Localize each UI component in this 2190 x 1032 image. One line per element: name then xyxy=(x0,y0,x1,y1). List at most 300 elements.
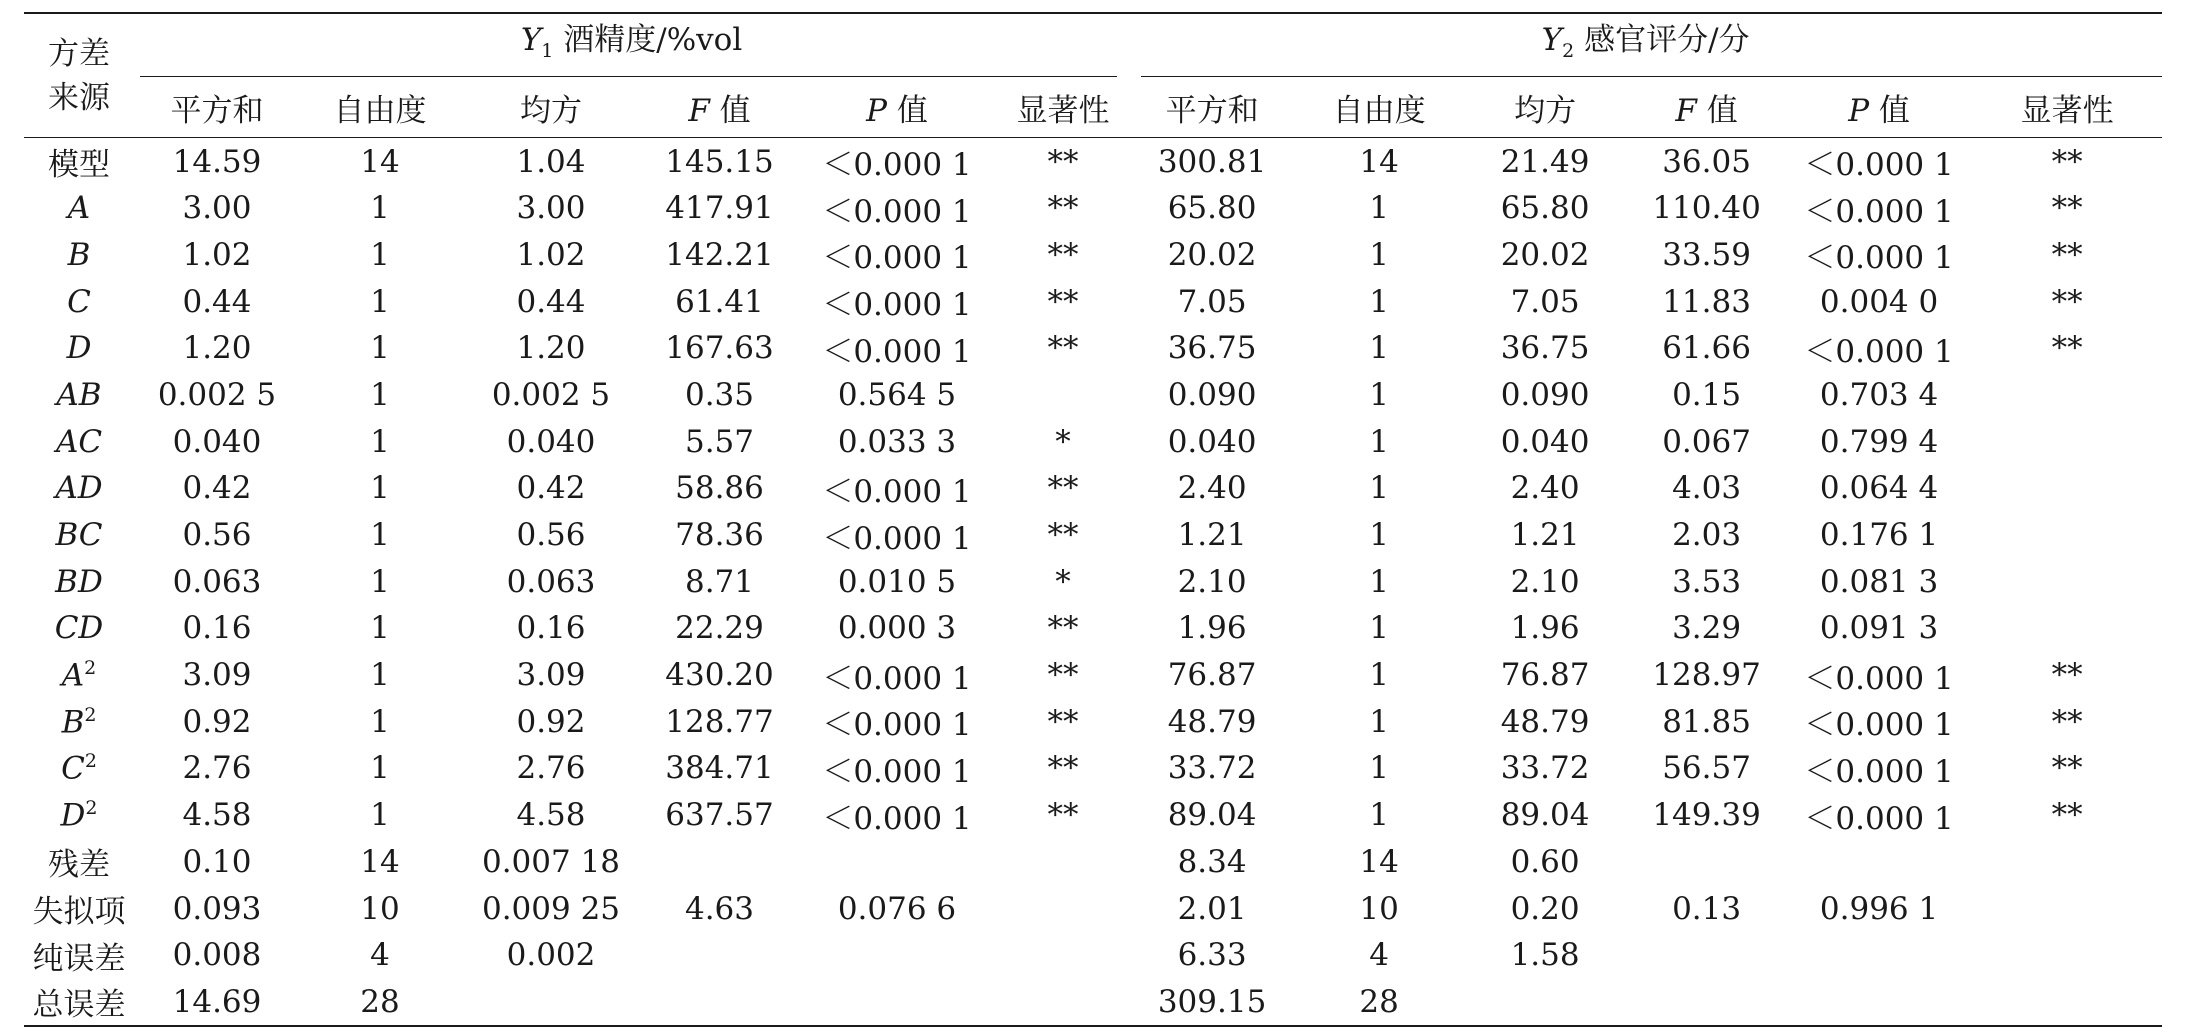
cell-y2-f xyxy=(1627,839,1786,886)
cell-y1-sig: ** xyxy=(1047,330,1079,367)
cell-y2-ms: 0.60 xyxy=(1510,843,1580,880)
cell-y1-f: 58.86 xyxy=(675,470,764,507)
column-header-label: 值 xyxy=(1869,92,1910,129)
cell-y2-sig xyxy=(1972,418,2162,465)
cell-y2-f: 11.83 xyxy=(1662,283,1751,320)
cell-y2-f: 110.40 xyxy=(1652,190,1761,227)
header-row-columns xyxy=(24,77,2162,138)
cell-y1-f: 417.91 xyxy=(665,190,774,227)
cell-y2-f: 128.97 xyxy=(1652,657,1761,694)
cell-y1-sig: * xyxy=(1055,423,1071,460)
cell-y2-sig xyxy=(1972,558,2162,605)
table-row xyxy=(24,138,2162,185)
cell-y1-ss: 4.58 xyxy=(182,797,252,834)
group-y2-label: 感官评分/分 xyxy=(1574,22,1750,58)
cell-y1-p: ＜0.000 1 xyxy=(822,193,972,230)
cell-y1-ms: 4.58 xyxy=(516,797,586,834)
cell-y2-ss: 36.75 xyxy=(1167,330,1257,367)
cell-y2-f: 36.05 xyxy=(1662,143,1751,180)
cell-y2-ms: 0.20 xyxy=(1510,890,1580,927)
source-cell xyxy=(24,652,134,699)
cell-y1-df: 1 xyxy=(370,657,390,694)
cell-y2-sig: ** xyxy=(2051,236,2083,273)
table-row xyxy=(24,698,2162,745)
cell-y2-f: 3.53 xyxy=(1672,563,1742,600)
group-y1-var: Y xyxy=(520,22,542,58)
cell-y1-p: ＜0.000 1 xyxy=(822,800,972,837)
cell-y2-p xyxy=(1786,839,1972,886)
column-header-label: 平方和 xyxy=(170,92,264,129)
table-row xyxy=(24,278,2162,325)
cell-y1-df: 1 xyxy=(370,517,390,554)
table-body xyxy=(24,138,2162,1027)
cell-y2-sig xyxy=(1972,839,2162,886)
column-header-label: 平方和 xyxy=(1165,92,1259,129)
cell-y1-df: 1 xyxy=(370,470,390,507)
cell-y1-df: 4 xyxy=(370,937,390,974)
source-label: 总误差 xyxy=(32,987,126,1024)
anova-table xyxy=(24,12,2162,1027)
cell-y2-f: 56.57 xyxy=(1662,750,1751,787)
column-header-y1-ms xyxy=(460,77,642,138)
cell-y1-ss: 3.09 xyxy=(182,657,252,694)
cell-y2-ms: 89.04 xyxy=(1500,797,1590,834)
cell-y1-ss: 0.10 xyxy=(182,843,252,880)
column-header-y2-sig xyxy=(1972,77,2162,138)
table-row xyxy=(24,325,2162,372)
cell-y1-ss: 0.040 xyxy=(172,423,262,460)
cell-y1-f: 8.71 xyxy=(684,563,755,600)
source-label: D xyxy=(60,797,86,834)
column-header-y1-sig xyxy=(997,77,1129,138)
cell-y2-p xyxy=(1786,979,1972,1027)
source-label: 模型 xyxy=(48,147,110,184)
column-header-label: 值 xyxy=(709,92,751,129)
cell-y2-df: 1 xyxy=(1369,657,1389,694)
source-exponent: 2 xyxy=(84,656,97,679)
cell-y2-ms: 2.10 xyxy=(1510,563,1580,600)
cell-y1-ms: 0.002 5 xyxy=(491,376,611,413)
source-cell xyxy=(24,325,134,372)
column-header-y1-f xyxy=(642,77,797,138)
cell-y2-df: 1 xyxy=(1369,517,1389,554)
cell-y1-f xyxy=(642,932,797,979)
group-header-y1 xyxy=(134,13,1129,77)
cell-y1-sig xyxy=(997,372,1129,419)
cell-y2-ms: 1.58 xyxy=(1510,937,1580,974)
cell-y1-f: 167.63 xyxy=(665,330,774,367)
source-header xyxy=(24,13,134,138)
cell-y1-p xyxy=(797,979,997,1027)
cell-y1-ms: 0.16 xyxy=(516,610,586,647)
column-header-symbol: F xyxy=(1675,92,1697,129)
cell-y2-sig: ** xyxy=(2051,657,2083,694)
cell-y2-df: 4 xyxy=(1369,937,1389,974)
cell-y1-sig: ** xyxy=(1047,657,1079,694)
cell-y1-ss: 0.008 xyxy=(172,937,262,974)
table-row xyxy=(24,885,2162,932)
cell-y1-df: 1 xyxy=(370,236,390,273)
table-row xyxy=(24,372,2162,419)
column-header-y2-df xyxy=(1295,77,1463,138)
cell-y1-sig: ** xyxy=(1047,470,1079,507)
cell-y2-f: 61.66 xyxy=(1662,330,1751,367)
cell-y2-df: 14 xyxy=(1359,843,1399,880)
cell-y2-p: ＜0.000 1 xyxy=(1804,240,1954,277)
cell-y2-sig xyxy=(1972,605,2162,652)
table-row xyxy=(24,232,2162,279)
cell-y1-ss: 0.002 5 xyxy=(157,376,277,413)
cell-y1-ss: 0.42 xyxy=(182,470,252,507)
cell-y1-sig xyxy=(997,885,1129,932)
cell-y1-df: 1 xyxy=(370,563,390,600)
cell-y1-f: 22.29 xyxy=(675,610,764,647)
cell-y1-ss: 0.16 xyxy=(182,610,252,647)
table-row xyxy=(24,652,2162,699)
cell-y2-df: 14 xyxy=(1359,143,1399,180)
source-cell xyxy=(24,885,134,932)
cell-y1-p: 0.010 5 xyxy=(837,563,957,600)
cell-y2-ss: 7.05 xyxy=(1177,283,1247,320)
cell-y2-ss: 2.01 xyxy=(1177,890,1247,927)
cell-y2-ms: 0.090 xyxy=(1500,376,1590,413)
source-exponent: 2 xyxy=(84,750,97,773)
cell-y2-p: ＜0.000 1 xyxy=(1804,800,1954,837)
cell-y1-ss: 1.02 xyxy=(182,236,252,273)
cell-y1-p xyxy=(797,932,997,979)
group-y1-label: 酒精度/%vol xyxy=(553,22,743,58)
source-label: AB xyxy=(56,376,102,413)
cell-y2-df: 1 xyxy=(1369,283,1389,320)
cell-y1-f: 637.57 xyxy=(665,797,774,834)
cell-y1-sig: ** xyxy=(1047,797,1079,834)
source-cell xyxy=(24,372,134,419)
cell-y2-df: 1 xyxy=(1369,376,1389,413)
cell-y1-df: 14 xyxy=(360,843,400,880)
cell-y1-f xyxy=(642,979,797,1027)
source-cell xyxy=(24,512,134,559)
cell-y1-ms: 0.42 xyxy=(516,470,586,507)
column-header-symbol: F xyxy=(688,92,710,129)
cell-y1-ms: 3.09 xyxy=(516,657,586,694)
cell-y2-f: 149.39 xyxy=(1652,797,1761,834)
cell-y2-ms xyxy=(1463,979,1627,1027)
cell-y2-df: 1 xyxy=(1369,703,1389,740)
group-header-y2 xyxy=(1129,13,2162,77)
table-row xyxy=(24,932,2162,979)
table-row xyxy=(24,745,2162,792)
cell-y2-f: 81.85 xyxy=(1662,703,1751,740)
cell-y2-f: 33.59 xyxy=(1662,236,1751,273)
source-cell xyxy=(24,232,134,279)
cell-y2-f xyxy=(1627,932,1786,979)
cell-y1-p: 0.000 3 xyxy=(837,610,957,647)
cell-y2-ms: 21.49 xyxy=(1500,143,1590,180)
cell-y2-p: 0.176 1 xyxy=(1819,517,1939,554)
cell-y1-ms: 0.92 xyxy=(516,703,586,740)
cell-y2-sig xyxy=(1972,932,2162,979)
cell-y1-ms: 1.02 xyxy=(516,236,586,273)
cell-y1-p: 0.033 3 xyxy=(837,423,957,460)
column-header-y1-ss xyxy=(134,77,300,138)
cell-y1-f: 5.57 xyxy=(684,423,755,460)
source-label: D xyxy=(66,330,92,367)
column-header-label: 显著性 xyxy=(1016,92,1110,129)
table-row xyxy=(24,465,2162,512)
table-row xyxy=(24,979,2162,1027)
cell-y1-ss: 3.00 xyxy=(182,190,252,227)
cell-y2-ms: 1.21 xyxy=(1510,517,1580,554)
cell-y1-p: ＜0.000 1 xyxy=(822,660,972,697)
group-y1-rule xyxy=(140,62,1117,77)
cell-y1-df: 1 xyxy=(370,190,390,227)
column-header-y1-df xyxy=(300,77,460,138)
cell-y1-ms: 3.00 xyxy=(516,190,586,227)
source-label: B xyxy=(67,236,91,273)
cell-y1-df: 1 xyxy=(370,330,390,367)
column-header-y2-ss xyxy=(1129,77,1295,138)
source-exponent: 2 xyxy=(85,796,98,819)
table-header xyxy=(24,13,2162,138)
cell-y1-ss: 1.20 xyxy=(182,330,252,367)
cell-y1-sig: ** xyxy=(1047,283,1079,320)
source-cell xyxy=(24,605,134,652)
cell-y2-ms: 48.79 xyxy=(1500,703,1590,740)
source-exponent: 2 xyxy=(84,703,97,726)
cell-y1-sig: ** xyxy=(1047,236,1079,273)
cell-y2-ss: 6.33 xyxy=(1177,937,1247,974)
column-header-y1-p xyxy=(797,77,997,138)
cell-y2-p xyxy=(1786,932,1972,979)
cell-y2-ss: 0.090 xyxy=(1167,376,1257,413)
source-cell xyxy=(24,185,134,232)
table-row xyxy=(24,558,2162,605)
source-header-line1: 方差 xyxy=(48,35,110,72)
cell-y1-df: 1 xyxy=(370,703,390,740)
cell-y2-sig xyxy=(1972,372,2162,419)
cell-y1-ss: 0.56 xyxy=(182,517,252,554)
cell-y1-ss: 2.76 xyxy=(182,750,252,787)
group-y2-var: Y xyxy=(1541,22,1563,58)
source-label: 失拟项 xyxy=(32,894,126,931)
cell-y2-ss: 20.02 xyxy=(1167,236,1257,273)
cell-y2-ms: 33.72 xyxy=(1500,750,1590,787)
cell-y2-f: 2.03 xyxy=(1672,517,1742,554)
cell-y1-ss: 0.093 xyxy=(172,890,262,927)
cell-y2-ss: 309.15 xyxy=(1129,979,1295,1027)
cell-y1-f: 4.63 xyxy=(684,890,755,927)
cell-y1-ms: 1.20 xyxy=(516,330,586,367)
cell-y2-f: 3.29 xyxy=(1672,610,1742,647)
cell-y2-sig xyxy=(1972,465,2162,512)
cell-y2-ms: 36.75 xyxy=(1500,330,1590,367)
cell-y1-f: 384.71 xyxy=(665,750,774,787)
cell-y2-ss: 48.79 xyxy=(1167,703,1257,740)
source-label: A xyxy=(67,190,91,227)
cell-y1-ms: 2.76 xyxy=(516,750,586,787)
cell-y1-f: 61.41 xyxy=(675,283,764,320)
source-label: 残差 xyxy=(48,847,110,884)
cell-y1-ms: 0.002 xyxy=(506,937,596,974)
cell-y1-p: 0.564 5 xyxy=(837,376,957,413)
source-cell xyxy=(24,278,134,325)
cell-y1-ss: 14.69 xyxy=(134,979,300,1027)
cell-y1-p: 0.076 6 xyxy=(837,890,957,927)
cell-y1-sig xyxy=(997,979,1129,1027)
cell-y2-ms: 20.02 xyxy=(1500,236,1590,273)
cell-y1-sig: ** xyxy=(1047,610,1079,647)
column-header-label: 均方 xyxy=(1514,92,1577,129)
cell-y2-f xyxy=(1627,979,1786,1027)
cell-y2-sig: ** xyxy=(2051,703,2083,740)
column-header-y2-ms xyxy=(1463,77,1627,138)
cell-y1-ss: 14.59 xyxy=(172,143,262,180)
cell-y1-p: ＜0.000 1 xyxy=(822,753,972,790)
cell-y2-f: 0.13 xyxy=(1672,890,1742,927)
cell-y1-df: 1 xyxy=(370,750,390,787)
cell-y2-df: 1 xyxy=(1369,750,1389,787)
column-header-symbol: P xyxy=(1848,92,1870,129)
header-row-groups xyxy=(24,13,2162,77)
cell-y2-p: 0.091 3 xyxy=(1819,610,1939,647)
cell-y1-sig: ** xyxy=(1047,143,1079,180)
cell-y2-f: 0.15 xyxy=(1672,376,1742,413)
cell-y2-df: 1 xyxy=(1369,236,1389,273)
cell-y1-p: ＜0.000 1 xyxy=(822,707,972,744)
cell-y2-df: 1 xyxy=(1369,470,1389,507)
cell-y1-df: 1 xyxy=(370,283,390,320)
cell-y2-ss: 2.40 xyxy=(1177,470,1247,507)
source-cell xyxy=(24,932,134,979)
cell-y2-p: ＜0.000 1 xyxy=(1804,753,1954,790)
cell-y1-sig: ** xyxy=(1047,750,1079,787)
source-cell xyxy=(24,418,134,465)
cell-y2-ss: 33.72 xyxy=(1167,750,1257,787)
column-header-label: 自由度 xyxy=(1332,92,1426,129)
cell-y2-p: ＜0.000 1 xyxy=(1804,193,1954,230)
cell-y2-sig: ** xyxy=(2051,750,2083,787)
column-header-symbol: P xyxy=(866,92,887,129)
column-header-label: 值 xyxy=(1696,92,1738,129)
cell-y1-ms xyxy=(460,979,642,1027)
cell-y1-ms: 1.04 xyxy=(516,143,586,180)
source-label: BC xyxy=(55,517,103,554)
cell-y2-df: 1 xyxy=(1369,423,1389,460)
table-row xyxy=(24,185,2162,232)
cell-y1-f: 128.77 xyxy=(665,703,774,740)
source-cell xyxy=(24,698,134,745)
group-y1-sub: 1 xyxy=(541,40,554,63)
cell-y1-sig: ** xyxy=(1047,703,1079,740)
cell-y2-df: 1 xyxy=(1369,330,1389,367)
cell-y2-p: ＜0.000 1 xyxy=(1804,147,1954,184)
cell-y1-ms: 0.44 xyxy=(516,283,586,320)
cell-y1-ms: 0.040 xyxy=(506,423,596,460)
cell-y1-f: 145.15 xyxy=(665,143,774,180)
cell-y2-p: 0.799 4 xyxy=(1819,423,1939,460)
table-row xyxy=(24,792,2162,839)
cell-y1-f: 430.20 xyxy=(665,657,774,694)
cell-y2-df: 1 xyxy=(1369,797,1389,834)
cell-y2-sig: ** xyxy=(2051,190,2083,227)
cell-y1-sig: ** xyxy=(1047,190,1079,227)
cell-y1-f xyxy=(642,839,797,886)
source-cell xyxy=(24,745,134,792)
cell-y1-df: 1 xyxy=(370,610,390,647)
cell-y1-f: 0.35 xyxy=(684,376,755,413)
cell-y2-ms: 7.05 xyxy=(1510,283,1580,320)
cell-y2-p: ＜0.000 1 xyxy=(1804,333,1954,370)
cell-y2-df: 1 xyxy=(1369,190,1389,227)
table-row xyxy=(24,512,2162,559)
cell-y1-ms: 0.007 18 xyxy=(481,843,621,880)
cell-y2-ss: 0.040 xyxy=(1167,423,1257,460)
cell-y2-df: 28 xyxy=(1295,979,1463,1027)
source-label: C xyxy=(67,283,91,320)
cell-y1-p: ＜0.000 1 xyxy=(822,147,972,184)
cell-y1-p: ＜0.000 1 xyxy=(822,473,972,510)
cell-y2-sig: ** xyxy=(2051,330,2083,367)
cell-y1-ms: 0.063 xyxy=(506,563,596,600)
source-label: CD xyxy=(54,610,104,647)
source-label: 纯误差 xyxy=(32,940,126,977)
source-label: BD xyxy=(55,563,103,600)
column-header-y2-f xyxy=(1627,77,1786,138)
cell-y1-df: 1 xyxy=(370,797,390,834)
cell-y2-ms: 76.87 xyxy=(1500,657,1590,694)
source-cell xyxy=(24,979,134,1027)
table-row xyxy=(24,418,2162,465)
source-label: AD xyxy=(55,470,103,507)
cell-y2-p: 0.004 0 xyxy=(1819,283,1939,320)
cell-y1-df: 10 xyxy=(360,890,400,927)
source-cell xyxy=(24,558,134,605)
cell-y1-ss: 0.44 xyxy=(182,283,252,320)
cell-y2-p: 0.703 4 xyxy=(1819,376,1939,413)
cell-y2-f: 0.067 xyxy=(1662,423,1751,460)
cell-y1-sig xyxy=(997,839,1129,886)
cell-y2-df: 1 xyxy=(1369,610,1389,647)
source-header-line2: 来源 xyxy=(48,79,110,116)
cell-y1-sig: * xyxy=(1055,563,1071,600)
cell-y2-sig xyxy=(1972,885,2162,932)
cell-y2-f: 4.03 xyxy=(1672,470,1742,507)
source-label: AC xyxy=(55,423,103,460)
cell-y1-p: ＜0.000 1 xyxy=(822,287,972,324)
cell-y1-df: 1 xyxy=(370,423,390,460)
group-y2-rule xyxy=(1141,62,2162,77)
cell-y1-sig xyxy=(997,932,1129,979)
cell-y1-p: ＜0.000 1 xyxy=(822,240,972,277)
column-header-label: 显著性 xyxy=(2020,92,2114,129)
source-label: A xyxy=(61,657,85,694)
cell-y1-df: 14 xyxy=(360,143,400,180)
cell-y1-ms: 0.56 xyxy=(516,517,586,554)
column-header-label: 均方 xyxy=(520,92,582,129)
column-header-y2-p xyxy=(1786,77,1972,138)
cell-y1-p xyxy=(797,839,997,886)
cell-y2-ms: 65.80 xyxy=(1500,190,1590,227)
source-label: B xyxy=(61,703,85,740)
source-label: C xyxy=(61,750,85,787)
column-header-label: 值 xyxy=(887,92,928,129)
cell-y1-f: 78.36 xyxy=(675,517,764,554)
cell-y2-p: 0.064 4 xyxy=(1819,470,1939,507)
cell-y2-p: ＜0.000 1 xyxy=(1804,707,1954,744)
cell-y2-ss: 65.80 xyxy=(1167,190,1257,227)
cell-y2-ss: 76.87 xyxy=(1167,657,1257,694)
cell-y2-sig: ** xyxy=(2051,797,2083,834)
